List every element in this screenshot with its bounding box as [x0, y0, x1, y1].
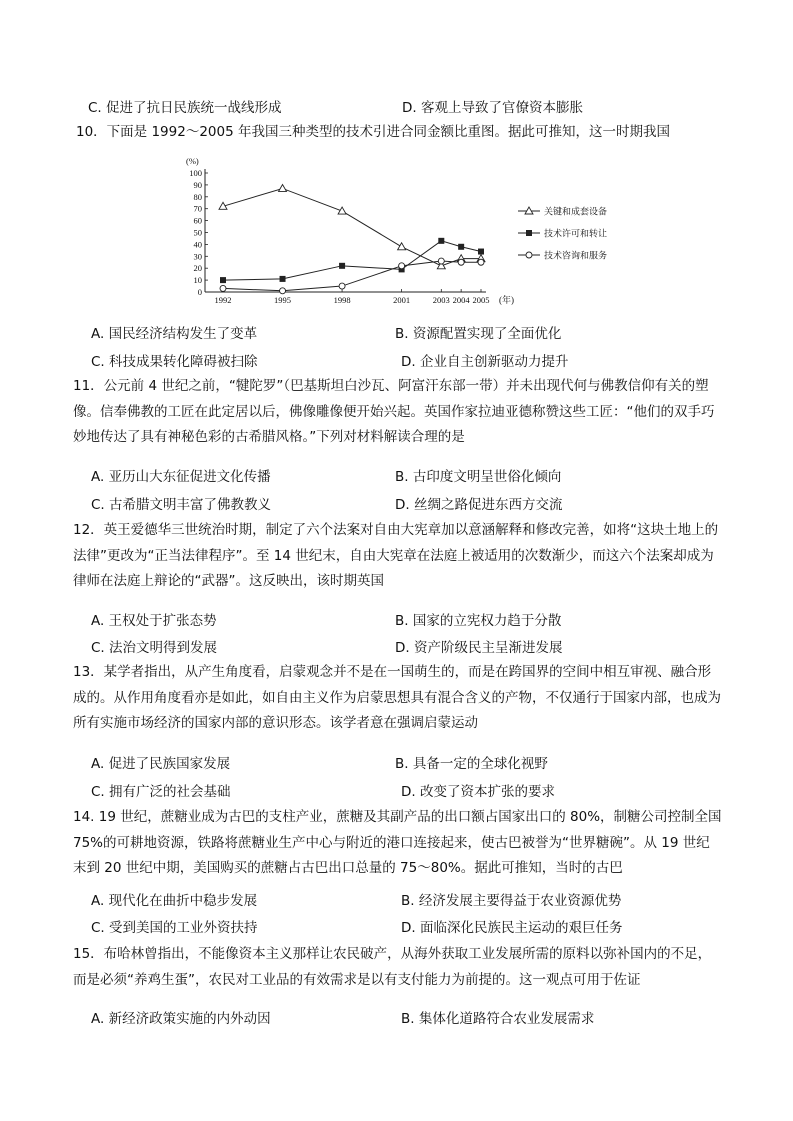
- x-tick-label: 2001: [393, 295, 411, 305]
- chart-x-axis: [205, 289, 490, 305]
- q11-option-c: C. 古希腊文明丰富了佛教教义: [91, 497, 272, 513]
- q9-option-c: C. 促进了抗日民族统一战线形成: [88, 100, 282, 116]
- square-marker: [280, 276, 286, 282]
- q10-stem: 10．下面是 1992～2005 年我国三种类型的技术引进合同金额比重图。据此可推知，这一时期我国: [76, 124, 670, 140]
- q14-option-c: C. 受到美国的工业外资扶持: [91, 920, 258, 936]
- square-marker: [339, 263, 345, 269]
- legend-entry: [518, 206, 607, 217]
- circle-marker: [339, 283, 345, 289]
- q10-option-c: C. 科技成果转化障碍被扫除: [91, 354, 258, 370]
- q14-option-a: A. 现代化在曲折中稳步发展: [91, 893, 258, 909]
- square-marker: [220, 277, 226, 283]
- square-marker: [526, 230, 532, 236]
- y-tick-label: 100: [189, 168, 202, 178]
- legend-entry: [518, 250, 607, 261]
- chart-y-axis: [189, 168, 208, 297]
- q15-stem: 15．布哈林曾指出，不能像资本主义那样让农民破产，从海外获取工业发展所需的原料以弥补国内的不足，而是必须“养鸡生蛋”，农民对工业品的有效需求是以有支付能力为前提的。这一观点可用于佐证: [73, 946, 712, 988]
- q13-option-a: A. 促进了民族国家发展: [91, 756, 231, 772]
- q15-option-b: B. 集体化道路符合农业发展需求: [401, 1011, 595, 1027]
- q13-option-c: C. 拥有广泛的社会基础: [91, 784, 231, 800]
- q14-stem: 14. 19 世纪，蔗糖业成为古巴的支柱产业，蔗糖及其副产品的出口额占国家出口的 80%，制糖公司控制全国 75%的可耕地资源，铁路将蔗糖业生产中心与附近的港口连接起来，使古巴被誉为“世界糖碗”。从 19 世纪末到 20 世纪中期，美国购买的蔗糖占古巴出口总量的 75～80%。据此可推知，当时的古巴: [73, 809, 722, 876]
- q10-option-a: A. 国民经济结构发生了变革: [91, 326, 258, 342]
- series-line: [223, 188, 481, 265]
- y-tick-label: 40: [193, 239, 202, 250]
- legend-entry: [518, 228, 607, 239]
- circle-marker: [220, 285, 226, 291]
- chart-y-label: (%): [186, 156, 199, 166]
- y-tick-label: 0: [197, 287, 202, 297]
- circle-marker: [526, 252, 532, 258]
- q11-stem: 11．公元前 4 世纪之前，“犍陀罗”（巴基斯坦白沙瓦、阿富汗东部一带）并未出现代何与佛教信仰有关的塑像。信奉佛教的工匠在此定居以后，佛像雕像便开始兴起。英国作家拉迪亚德称赞这些工匠：“他们的双手巧妙地传达了具有神秘色彩的古希腊风格。”下列对材料解读合理的是: [73, 378, 715, 445]
- x-tick-label: 1992: [214, 295, 232, 305]
- q11-option-b: B. 古印度文明呈世俗化倾向: [395, 469, 562, 485]
- circle-marker: [478, 259, 484, 265]
- x-tick-label: 2003: [432, 295, 450, 305]
- y-tick-label: 70: [193, 203, 202, 214]
- x-tick-label: 1995: [274, 295, 292, 305]
- y-tick-label: 90: [193, 179, 202, 190]
- circle-marker: [399, 263, 405, 269]
- q15-option-a: A. 新经济政策实施的内外动因: [91, 1011, 271, 1027]
- chart-legend: [518, 206, 607, 261]
- y-tick-label: 30: [193, 251, 202, 262]
- square-marker: [478, 249, 484, 255]
- y-tick-label: 80: [193, 191, 202, 202]
- q12-option-d: D. 资产阶级民主呈渐进发展: [395, 640, 563, 656]
- q12-option-c: C. 法治文明得到发展: [91, 640, 218, 656]
- chart-x-label: (年): [499, 295, 514, 305]
- triangle-marker: [398, 243, 406, 250]
- series-circle: [220, 258, 484, 294]
- q14-option-b: B. 经济发展主要得益于农业资源优势: [401, 893, 622, 909]
- y-tick-label: 50: [193, 227, 202, 238]
- technology-import-chart: [168, 151, 628, 311]
- circle-marker: [438, 258, 444, 264]
- circle-marker: [458, 259, 464, 265]
- series-triangle: [219, 184, 485, 268]
- q12-option-a: A. 王权处于扩张态势: [91, 613, 217, 629]
- chart-series: [219, 184, 485, 293]
- q10-option-d: D. 企业自主创新驱动力提升: [401, 354, 569, 370]
- legend-label: 关键和成套设备: [544, 206, 608, 217]
- square-marker: [438, 238, 444, 244]
- q13-option-b: B. 具备一定的全球化视野: [395, 756, 548, 772]
- q12-option-b: B. 国家的立宪权力趋于分散: [395, 613, 562, 629]
- triangle-marker: [279, 184, 287, 191]
- y-tick-label: 20: [193, 263, 202, 274]
- q14-option-d: D. 面临深化民族民主运动的艰巨任务: [401, 920, 623, 936]
- square-marker: [458, 244, 464, 250]
- circle-marker: [280, 288, 286, 294]
- y-tick-label: 10: [193, 275, 202, 286]
- q12-stem: 12．英王爱德华三世统治时期，制定了六个法案对自由大宪章加以意涵解释和修改完善，如将“这块土地上的法律”更改为“正当法律程序”。至 14 世纪末，自由大宪章在法庭上被适用的次数渐少，而这六个法案却成为律师在法庭上辩论的“武器”。这反映出，该时期英国: [73, 522, 719, 589]
- q13-stem: 13．某学者指出，从产生角度看，启蒙观念并不是在一国萌生的，而是在跨国界的空间中相互审视、融合形成的。从作用角度看亦是如此，如自由主义作为启蒙思想具有混合含义的产物，不仅通行于国家内部，也成为所有实施市场经济的国家内部的意识形态。该学者意在强调启蒙运动: [73, 664, 721, 731]
- triangle-marker: [338, 207, 346, 214]
- x-tick-label: 1998: [333, 295, 351, 305]
- legend-label: 技术许可和转让: [544, 228, 608, 239]
- legend-label: 技术咨询和服务: [544, 250, 608, 261]
- q13-option-d: D. 改变了资本扩张的要求: [401, 784, 555, 800]
- q9-option-d: D. 客观上导致了官僚资本膨胀: [402, 100, 583, 116]
- q10-option-b: B. 资源配置实现了全面优化: [395, 326, 562, 342]
- x-tick-label: 2005: [472, 295, 490, 305]
- q11-option-d: D. 丝绸之路促进东西方交流: [395, 497, 563, 513]
- x-tick-label: 2004: [452, 295, 470, 305]
- q11-option-a: A. 亚历山大东征促进文化传播: [91, 469, 271, 485]
- y-tick-label: 60: [193, 215, 202, 226]
